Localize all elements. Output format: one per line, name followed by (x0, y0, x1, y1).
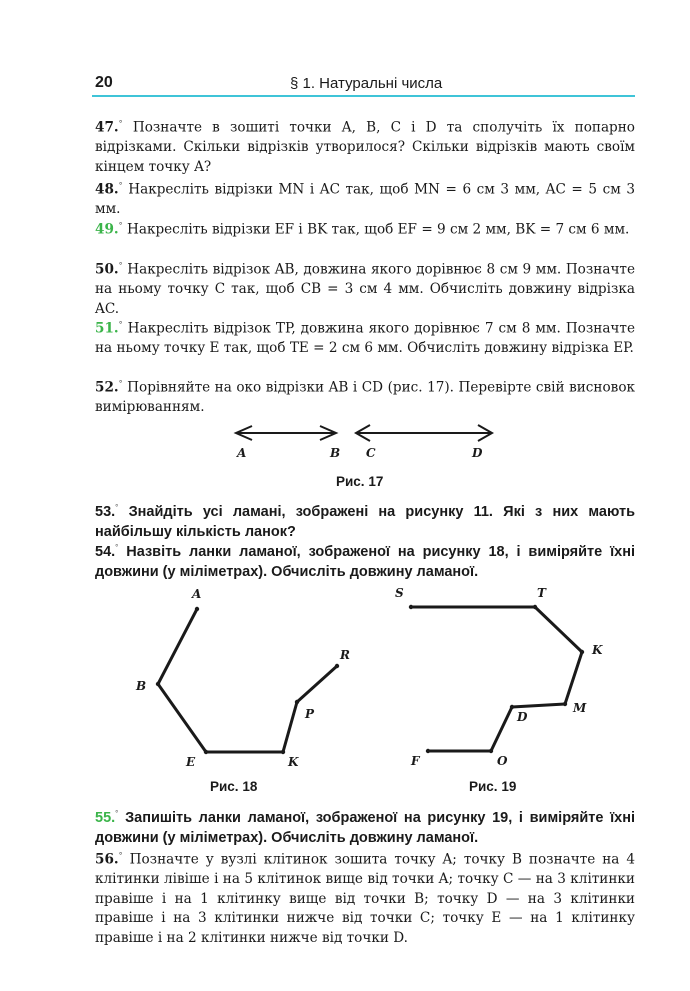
fig19-label-s: S (395, 586, 404, 600)
exercise-number: 55. (95, 809, 116, 826)
exercise-text: Порівняйте на око відрізки AB і CD (рис. 17). Перевірте свій висновок вимірюванням. (95, 379, 635, 416)
exercise-52: 52.° Порівняйте на око відрізки AB і CD (рис. 17). Перевірте свій висновок вимірюванням. (95, 379, 635, 416)
fig19-label-o: O (497, 754, 508, 768)
exercise-text: Запишіть ланки ламаної, зображеної на рисунку 19, і виміряйте їхні довжини (у міліметрах). Обчисліть довжину ламаної. (95, 809, 636, 846)
exercise-number: 52. (95, 379, 119, 396)
exercise-text: Позначте в зошиті точки A, B, C і D та сполучіть їх попарно відрізками. Скільки відрізків утворилося? Скільки відрізків мають своїм кінцем точку A? (95, 119, 635, 175)
arrow-b-icon (320, 426, 336, 440)
page-number: 20 (95, 74, 113, 91)
exercise-number: 56. (95, 851, 119, 868)
fig19-label-t: T (537, 586, 546, 600)
polyline-fig19 (411, 607, 582, 751)
exercise-number: 54. (95, 543, 116, 560)
fig18-label-e: E (186, 755, 196, 769)
exercise-53: 53.° Знайдіть усі ламані, зображені на рисунку 11. Які з них мають найбільшу кількість ланок? (95, 503, 636, 540)
exercise-text: Знайдіть усі ламані, зображені на рисунку 11. Які з них мають найбільшу кількість ланок? (95, 503, 636, 540)
fig18-label-b: B (136, 679, 147, 693)
fig19-label-f: F (411, 754, 420, 768)
fin-c-icon (356, 425, 370, 441)
exercise-text: Накресліть відрізки EF і BK так, щоб EF = 9 см 2 мм, BK = 7 см 6 мм. (126, 221, 630, 238)
exercise-text: Накресліть відрізок AB, довжина якого дорівнює 8 см 9 мм. Позначте на ньому точку C так, щоб CB = 3 см 4 мм. Обчисліть довжину відрізка AC. (95, 261, 635, 317)
figure-17-caption: Рис. 17 (336, 474, 384, 489)
exercise-49: 49.° Накресліть відрізки EF і BK так, щоб EF = 9 см 2 мм, BK = 7 см 6 мм. (95, 221, 630, 238)
label-b: B (330, 446, 341, 460)
fig19-label-k: K (592, 643, 603, 657)
exercise-text: Позначте у вузлі клітинок зошита точку A; точку B позначте на 4 клітинки лівіше і на 5 клітинок вище від точки A; точку C — на 3 клітинки правіше і на 1 клітинку вище від точки B; точку D — на 3 клітинки правіше і на 3 клітинки нижче від точки C; точку E — на 1 клітинку правіше і на 2 клітинки нижче від точки D. (95, 851, 636, 946)
label-d: D (472, 446, 483, 460)
exercise-number: 47. (95, 119, 119, 136)
polyline-fig18 (158, 609, 337, 752)
exercise-51: 51.° Накресліть відрізок TP, довжина якого дорівнює 7 см 8 мм. Позначте на ньому точку E так, щоб TE = 2 см 6 мм. Обчисліть довжину відрізка EP. (95, 320, 635, 357)
exercise-number: 48. (95, 181, 119, 198)
exercise-text: Назвіть ланки ламаної, зображеної на рисунку 18, і виміряйте їхні довжини (у міліметрах). Обчисліть довжину ламаної. (95, 543, 635, 580)
fig18-label-r: R (340, 648, 350, 662)
label-a: A (237, 446, 247, 460)
fig19-label-m: M (573, 701, 587, 715)
fin-d-icon (478, 425, 492, 441)
exercise-text: Накресліть відрізки MN і AC так, щоб MN = 6 см 3 мм, AC = 5 см 3 мм. (95, 181, 635, 218)
section-title: § 1. Натуральні числа (290, 75, 443, 92)
exercise-55: 55.° Запишіть ланки ламаної, зображеної на рисунку 19, і виміряйте їхні довжини (у міліметрах). Обчисліть довжину ламаної. (95, 809, 636, 846)
figure-19-caption: Рис. 19 (469, 779, 517, 794)
fig19-label-d: D (517, 710, 528, 724)
exercise-50: 50.° Накресліть відрізок AB, довжина якого дорівнює 8 см 9 мм. Позначте на ньому точку C так, щоб CB = 3 см 4 мм. Обчисліть довжину відрізка AC. (95, 261, 635, 317)
arrow-a-icon (236, 426, 252, 440)
fig18-label-k: K (288, 755, 299, 769)
exercise-56: 56.° Позначте у вузлі клітинок зошита точку A; точку B позначте на 4 клітинки лівіше і на 5 клітинок вище від точки A; точку C — на 3 клітинки правіше і на 1 клітинку вище від точки B; точку D — на 3 клітинки правіше і на 3 клітинки нижче від точки C; точку E — на 1 клітинку правіше і на 2 клітинки нижче від точки D. (95, 851, 636, 946)
header-rule (92, 95, 635, 97)
exercise-48: 48.° Накресліть відрізки MN і AC так, щоб MN = 6 см 3 мм, AC = 5 см 3 мм. (95, 181, 635, 218)
exercise-number: 53. (95, 503, 116, 520)
figure-18-caption: Рис. 18 (210, 779, 258, 794)
fig18-label-p: P (305, 707, 315, 721)
exercise-number: 49. (95, 221, 119, 238)
exercise-number: 50. (95, 261, 119, 278)
fig18-label-a: A (192, 587, 202, 601)
exercise-47: 47.° Позначте в зошиті точки A, B, C і D та сполучіть їх попарно відрізками. Скільки відрізків утворилося? Скільки відрізків мають своїм кінцем точку A? (95, 119, 635, 175)
exercise-54: 54.° Назвіть ланки ламаної, зображеної на рисунку 18, і виміряйте їхні довжини (у міліметрах). Обчисліть довжину ламаної. (95, 543, 635, 580)
exercise-text: Накресліть відрізок TP, довжина якого дорівнює 7 см 8 мм. Позначте на ньому точку E так, щоб TE = 2 см 6 мм. Обчисліть довжину відрізка EP. (95, 320, 635, 357)
label-c: C (366, 446, 376, 460)
exercise-number: 51. (95, 320, 119, 337)
